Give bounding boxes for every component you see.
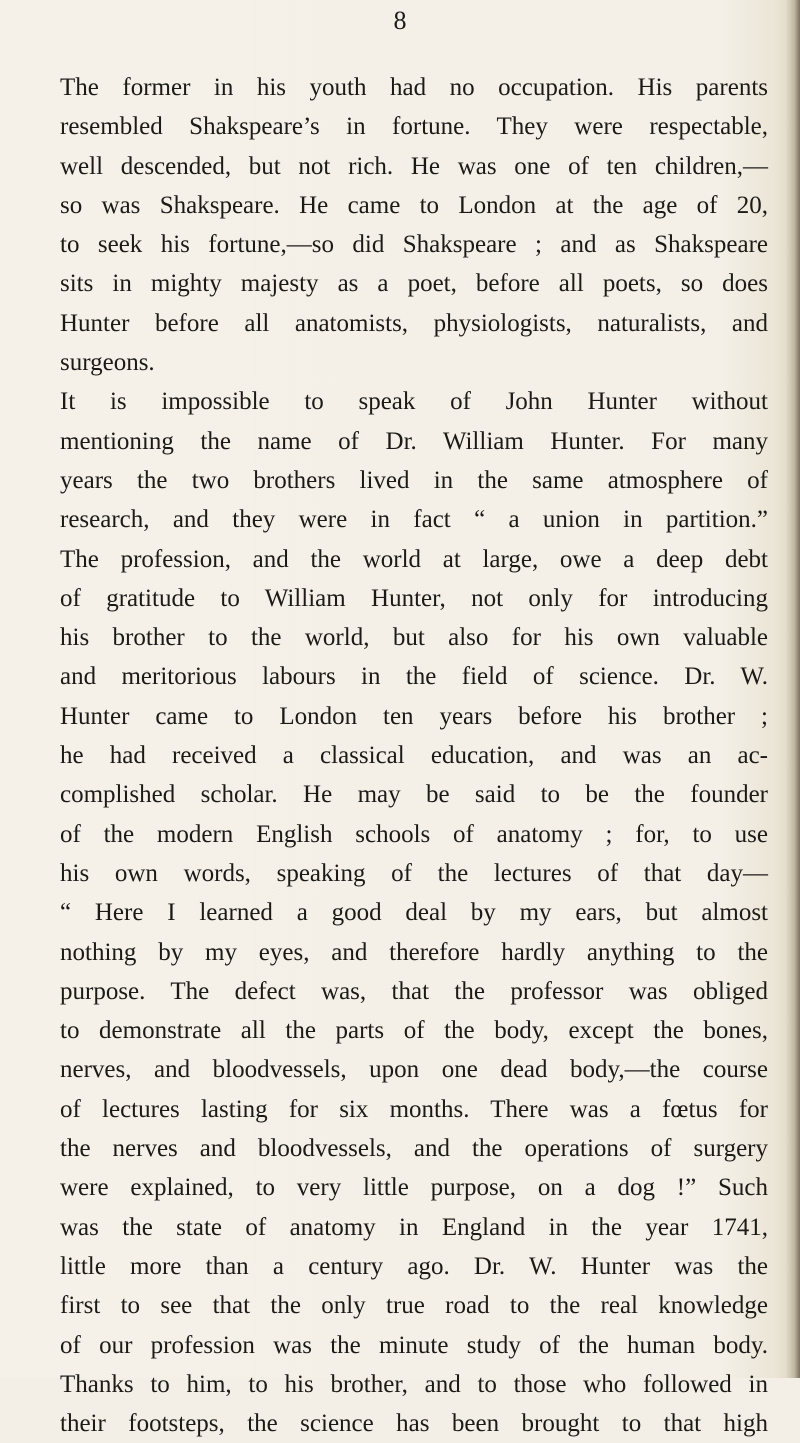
text-line: The former in his youth had no occupation. His parents (60, 74, 768, 101)
text-line: his own words, speaking of the lectures of that day— (60, 859, 768, 887)
text-line: of lectures lasting for six months. There was a fœtus for (60, 1095, 768, 1123)
text-line: Hunter before all anatomists, physiologists, naturalists, and (60, 309, 768, 337)
text-line: mentioning the name of Dr. William Hunter. For many (60, 427, 768, 455)
text-line: well descended, but not rich. He was one of ten children,— (60, 152, 768, 180)
body-text (60, 68, 768, 1443)
text-line: surgeons. (60, 349, 155, 377)
page-edge-shadow (786, 0, 800, 1378)
text-line: of gratitude to William Hunter, not only for introducing (60, 584, 768, 612)
text-line: The profession, and the world at large, owe a deep debt (60, 545, 768, 573)
text-line: and meritorious labours in the field of science. Dr. W. (60, 663, 768, 691)
text-line: complished scholar. He may be said to be the founder (60, 781, 768, 809)
text-line: so was Shakspeare. He came to London at the age of 20, (60, 191, 768, 219)
text-line: first to see that the only true road to the real knowledge (60, 1292, 768, 1320)
text-line: Thanks to him, to his brother, and to those who followed in (60, 1370, 768, 1398)
text-line: nothing by my eyes, and therefore hardly anything to the (60, 938, 768, 966)
text-line: Hunter came to London ten years before his brother ; (60, 702, 768, 730)
text-line: years the two brothers lived in the same atmosphere of (60, 466, 768, 494)
page-number: 8 (393, 6, 407, 35)
text-line: his brother to the world, but also for his own valuable (60, 624, 768, 652)
text-line: the nerves and bloodvessels, and the operations of surgery (60, 1135, 768, 1163)
text-line: resembled Shakspeare’s in fortune. They were respectable, (60, 113, 768, 141)
text-line: to seek his fortune,—so did Shakspeare ; and as Shakspeare (60, 231, 768, 259)
text-line: was the state of anatomy in England in the year 1741, (60, 1213, 768, 1241)
text-line: research, and they were in fact “ a union in partition.” (60, 506, 768, 534)
text-line: of our profession was the minute study of the human body. (60, 1331, 768, 1359)
text-line: were explained, to very little purpose, on a dog !” Such (60, 1174, 768, 1202)
text-line: he had received a classical education, and was an ac- (60, 742, 768, 770)
text-line: It is impossible to speak of John Hunter without (60, 388, 768, 416)
text-line: little more than a century ago. Dr. W. Hunter was the (60, 1252, 768, 1280)
text-line: to demonstrate all the parts of the body, except the bones, (60, 1017, 768, 1045)
text-line: nerves, and bloodvessels, upon one dead body,—the course (60, 1056, 768, 1084)
text-line: “ Here I learned a good deal by my ears, but almost (60, 899, 768, 927)
text-line: of the modern English schools of anatomy ; for, to use (60, 820, 768, 848)
text-line: purpose. The defect was, that the professor was obliged (60, 977, 768, 1005)
text-line: their footsteps, the science has been brought to that high (60, 1410, 768, 1438)
text-line: sits in mighty majesty as a poet, before all poets, so does (60, 270, 768, 298)
